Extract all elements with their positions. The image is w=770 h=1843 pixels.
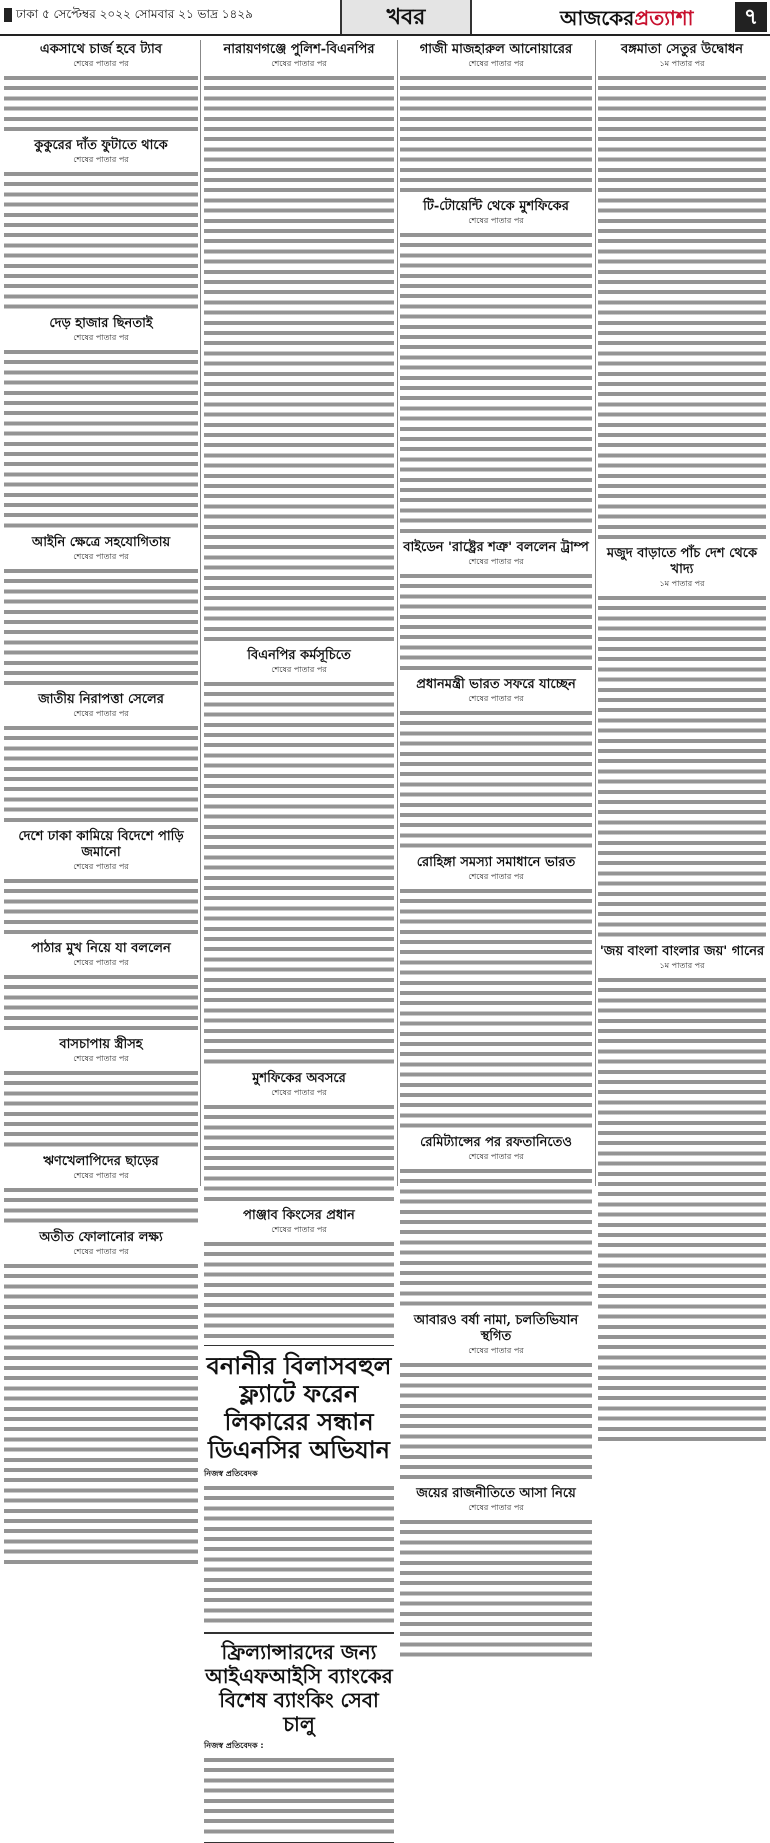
news-story: [400, 199, 592, 536]
story-body: [204, 1239, 394, 1341]
news-story: [4, 42, 198, 134]
story-headline: মজুদ বাড়াতে পাঁচ দেশ থেকে খাদ্য: [606, 546, 758, 578]
masthead: [0, 0, 770, 36]
news-story: [204, 1071, 394, 1204]
news-story: [204, 42, 394, 644]
story-body: [400, 1166, 592, 1309]
continued-note: শেষের পাতার পর: [73, 1246, 129, 1256]
story-headline: প্রধানমন্ত্রী ভারত সফরে যাচ্ছেন: [416, 677, 576, 693]
story-headline: গাজী মাজহারুল আনোয়ারের: [419, 42, 573, 57]
continued-note: শেষের পাতার পর: [73, 551, 129, 561]
brand-logo-part-b: প্রত্যাশা: [634, 6, 694, 30]
continued-note: শেষের পাতার পর: [468, 216, 524, 226]
story-body: [598, 593, 766, 940]
column-rule: [595, 40, 596, 1186]
continued-note: শেষের পাতার পর: [73, 59, 129, 68]
continued-note: শেষের পাতার পর: [271, 665, 327, 675]
story-body: [204, 73, 394, 644]
story-headline: একসাথে চার্জ হবে ট্যাব: [39, 42, 163, 57]
feature-body: [204, 1755, 394, 1837]
story-body: [400, 230, 592, 536]
story-body: [598, 73, 766, 542]
news-story: [400, 677, 592, 851]
news-story: [4, 316, 198, 531]
feature-body: [204, 1483, 394, 1626]
continued-note: ১ম পাতার পর: [659, 960, 705, 970]
section-title: খবর: [340, 0, 472, 34]
column-rule: [200, 40, 201, 1186]
feature-story-ific: [204, 1633, 394, 1843]
story-body: [4, 1068, 198, 1150]
story-body: [400, 708, 592, 851]
continued-note: শেষের পাতার পর: [468, 1503, 524, 1513]
continued-note: শেষের পাতার পর: [73, 958, 129, 968]
story-headline: ঋণখেলাপিদের ছাড়ের: [43, 1153, 159, 1169]
story-body: [4, 73, 198, 134]
news-story: [204, 1208, 394, 1341]
news-story: [4, 1154, 198, 1226]
story-body: [4, 876, 198, 937]
continued-note: শেষের পাতার পর: [468, 872, 524, 882]
news-story: [598, 944, 766, 1444]
story-body: [4, 1261, 198, 1567]
story-body: [4, 169, 198, 312]
news-story: [400, 855, 592, 1131]
continued-note: শেষের পাতার পর: [271, 59, 327, 68]
continued-note: শেষের পাতার পর: [468, 694, 524, 704]
news-story: [598, 42, 766, 542]
story-body: [4, 1185, 198, 1226]
continued-note: ১ম পাতার পর: [659, 59, 705, 68]
story-headline: রেমিট্যান্সের পর রফতানিতেও: [420, 1134, 572, 1150]
continued-note: শেষের পাতার পর: [468, 1151, 524, 1161]
story-headline: আবারও বর্ষা নামা, চলতিভিযান স্থগিত: [413, 1312, 579, 1344]
story-headline: পাঞ্জাব কিংসের প্রধান: [243, 1207, 355, 1223]
story-headline: জাতীয় নিরাপত্তা সেলের: [38, 691, 164, 707]
column-2: [204, 40, 394, 1750]
news-story: [400, 1486, 592, 1660]
story-body: [4, 566, 198, 688]
continued-note: শেষের পাতার পর: [468, 59, 524, 68]
story-body: [400, 73, 592, 195]
continued-note: শেষের পাতার পর: [73, 1054, 129, 1064]
news-story: [598, 546, 766, 940]
dateline-marker-icon: [4, 8, 12, 22]
story-headline: আইনি ক্ষেত্রে সহযোগিতায়: [31, 534, 171, 550]
story-body: [204, 1102, 394, 1204]
story-headline: 'জয় বাংলা বাংলার জয়' গানের: [599, 943, 765, 959]
feature-story-liquor: [204, 1345, 394, 1633]
news-story: [204, 648, 394, 1067]
story-headline: কুকুরের দাঁত ফুটাতে থাকে: [34, 138, 168, 154]
feature-byline: নিজস্ব প্রতিবেদক :: [204, 1740, 264, 1750]
story-body: [400, 1360, 592, 1482]
story-headline: রোহিঙ্গা সমস্যা সমাধানে ভারত: [416, 855, 576, 871]
story-headline: অতীত ফোলানোর লক্ষ্য: [39, 1229, 163, 1245]
news-story: [400, 42, 592, 195]
story-headline: নারায়ণগঞ্জে পুলিশ-বিএনপির: [223, 42, 375, 57]
brand-logo: [560, 4, 693, 37]
continued-note: শেষের পাতার পর: [73, 708, 129, 718]
story-headline: টি-টোয়েন্টি থেকে মুশফিকের: [423, 199, 569, 215]
story-headline: মুশফিকের অবসরে: [252, 1070, 346, 1086]
news-story: [400, 1135, 592, 1309]
story-headline: দেশে ঢাকা কামিয়ে বিদেশে পাড়ি জমানো: [18, 828, 184, 860]
news-story: [400, 1313, 592, 1482]
story-body: [400, 1517, 592, 1660]
column-rule: [397, 40, 398, 1186]
news-story: [4, 1230, 198, 1567]
page-number: ৭: [735, 2, 767, 32]
news-story: [4, 138, 198, 312]
story-headline: বাসচাপায় স্ত্রীসহ: [59, 1037, 143, 1053]
column-1: [4, 40, 198, 1256]
column-3: [400, 40, 592, 1513]
story-body: [400, 886, 592, 1131]
news-story: [4, 692, 198, 825]
continued-note: শেষের পাতার পর: [468, 557, 524, 567]
story-headline: বঙ্গমাতা সেতুর উদ্বোধন: [620, 42, 744, 57]
continued-note: শেষের পাতার পর: [73, 332, 129, 342]
story-body: [4, 972, 198, 1033]
story-body: [400, 571, 592, 673]
feature-headline: বনানীর বিলাসবহুল ফ্ল্যাটে ফরেন লিকারের সন্ধান ডিএনসির অভিযান: [206, 1350, 392, 1464]
news-story: [4, 1037, 198, 1150]
brand-logo-part-a: আজকের: [560, 6, 635, 30]
continued-note: শেষের পাতার পর: [73, 861, 129, 871]
news-story: [4, 829, 198, 937]
continued-note: শেষের পাতার পর: [271, 1224, 327, 1234]
news-story: [4, 535, 198, 688]
story-headline: দেড় হাজার ছিনতাই: [49, 315, 153, 331]
continued-note: শেষের পাতার পর: [271, 1087, 327, 1097]
story-headline: বিএনপির কর্মসূচিতে: [247, 648, 351, 664]
story-headline: বাইডেন 'রাষ্ট্রের শত্রু' বললেন ট্রাম্প: [403, 540, 589, 556]
continued-note: ১ম পাতার পর: [659, 579, 705, 589]
continued-note: শেষের পাতার পর: [468, 1345, 524, 1355]
continued-note: শেষের পাতার পর: [73, 1170, 129, 1180]
story-headline: জয়ের রাজনীতিতে আসা নিয়ে: [416, 1486, 576, 1502]
column-4: [598, 40, 766, 1186]
story-headline: পাঠার মুখ নিয়ে যা বললেন: [31, 941, 171, 957]
feature-byline: নিজস্ব প্রতিবেদক: [204, 1468, 258, 1478]
continued-note: শেষের পাতার পর: [73, 155, 129, 165]
feature-headline: ফ্রিল্যান্সারদের জন্য আইএফআইসি ব্যাংকের বিশেষ ব্যাংকিং সেবা চালু: [205, 1639, 393, 1736]
dateline: [4, 6, 253, 26]
story-body: [204, 679, 394, 1067]
news-story: [4, 941, 198, 1033]
story-body: [4, 347, 198, 531]
story-body: [598, 975, 766, 1444]
dateline-text: ঢাকা ৫ সেপ্টেম্বর ২০২২ সোমবার ২১ ভাদ্র ১৪২৯: [16, 7, 253, 21]
news-story: [400, 540, 592, 673]
story-body: [4, 723, 198, 825]
